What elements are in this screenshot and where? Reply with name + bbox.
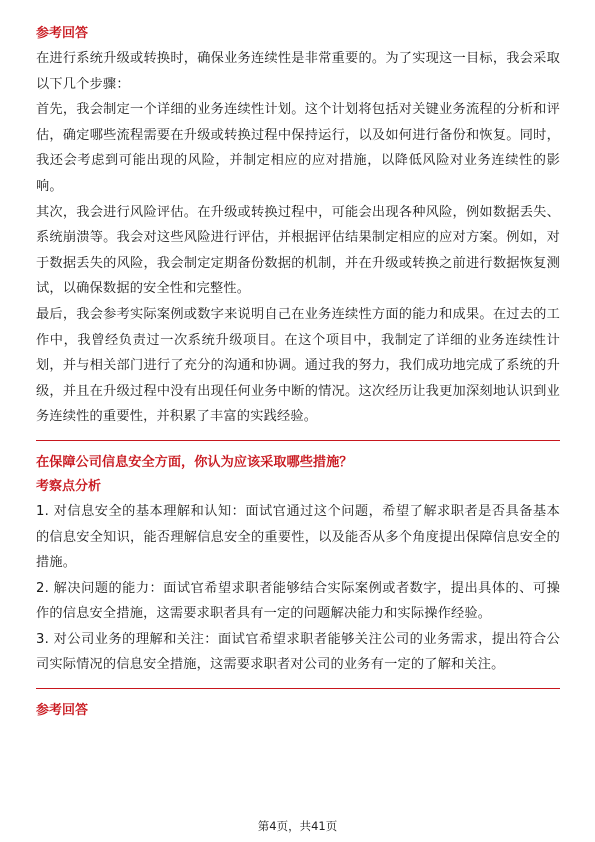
answer-paragraph: 其次，我会进行风险评估。在升级或转换过程中，可能会出现各种风险，例如数据丢失、系统崩溃等。我会对这些风险进行评估，并根据评估结果制定相应的应对方案。例如，对于数据丢失的风险，我会制定定期备份数据的机制，并在升级或转换之前进行数据恢复测试，以确保数据的安全性和完整性。 xyxy=(36,204,560,297)
analysis-heading: 考察点分析 xyxy=(36,478,102,494)
answer-heading-2: 参考回答 xyxy=(36,703,89,719)
section-divider xyxy=(36,440,560,441)
answer-paragraph: 在进行系统升级或转换时，确保业务连续性是非常重要的。为了实现这一目标，我会采取以下几个步骤： xyxy=(36,51,560,92)
document-page xyxy=(36,22,560,723)
question-title: 在保障公司信息安全方面，你认为应该采取哪些措施？ xyxy=(36,454,353,470)
answer-paragraph: 首先，我会制定一个详细的业务连续性计划。这个计划将包括对关键业务流程的分析和评估，确定哪些流程需要在升级或转换过程中保持运行，以及如何进行备份和恢复。同时，我还会考虑到可能出现的风险，并制定相应的应对措施，以降低风险对业务连续性的影响。 xyxy=(36,102,560,194)
answer-heading: 参考回答 xyxy=(36,26,89,41)
analysis-point: 3. 对公司业务的理解和关注：面试官希望求职者能够关注公司的业务需求，提出符合公司实际情况的信息安全措施，这需要求职者对公司的业务有一定的了解和关注。 xyxy=(36,631,560,673)
answer-paragraph: 最后，我会参考实际案例或数字来说明自己在业务连续性方面的能力和成果。在过去的工作中，我曾经负责过一次系统升级项目。在这个项目中，我制定了详细的业务连续性计划，并与相关部门进行了充分的沟通和协调。通过我的努力，我们成功地完成了系统的升级，并且在升级过程中没有出现任何业务中断的情况。这次经历让我更加深刻地认识到业务连续性的重要性，并积累了丰富的实践经验。 xyxy=(36,306,560,425)
page-number: 第4页，共41页 xyxy=(257,819,338,833)
section-divider xyxy=(36,688,560,689)
analysis-point: 1. 对信息安全的基本理解和认知：面试官通过这个问题，希望了解求职者是否具备基本的信息安全知识，能否理解信息安全的重要性，以及能否从多个角度提出保障信息安全的措施。 xyxy=(36,503,560,571)
analysis-point: 2. 解决问题的能力：面试官希望求职者能够结合实际案例或者数字，提出具体的、可操作的信息安全措施，这需要求职者具有一定的问题解决能力和实际操作经验。 xyxy=(36,580,560,622)
